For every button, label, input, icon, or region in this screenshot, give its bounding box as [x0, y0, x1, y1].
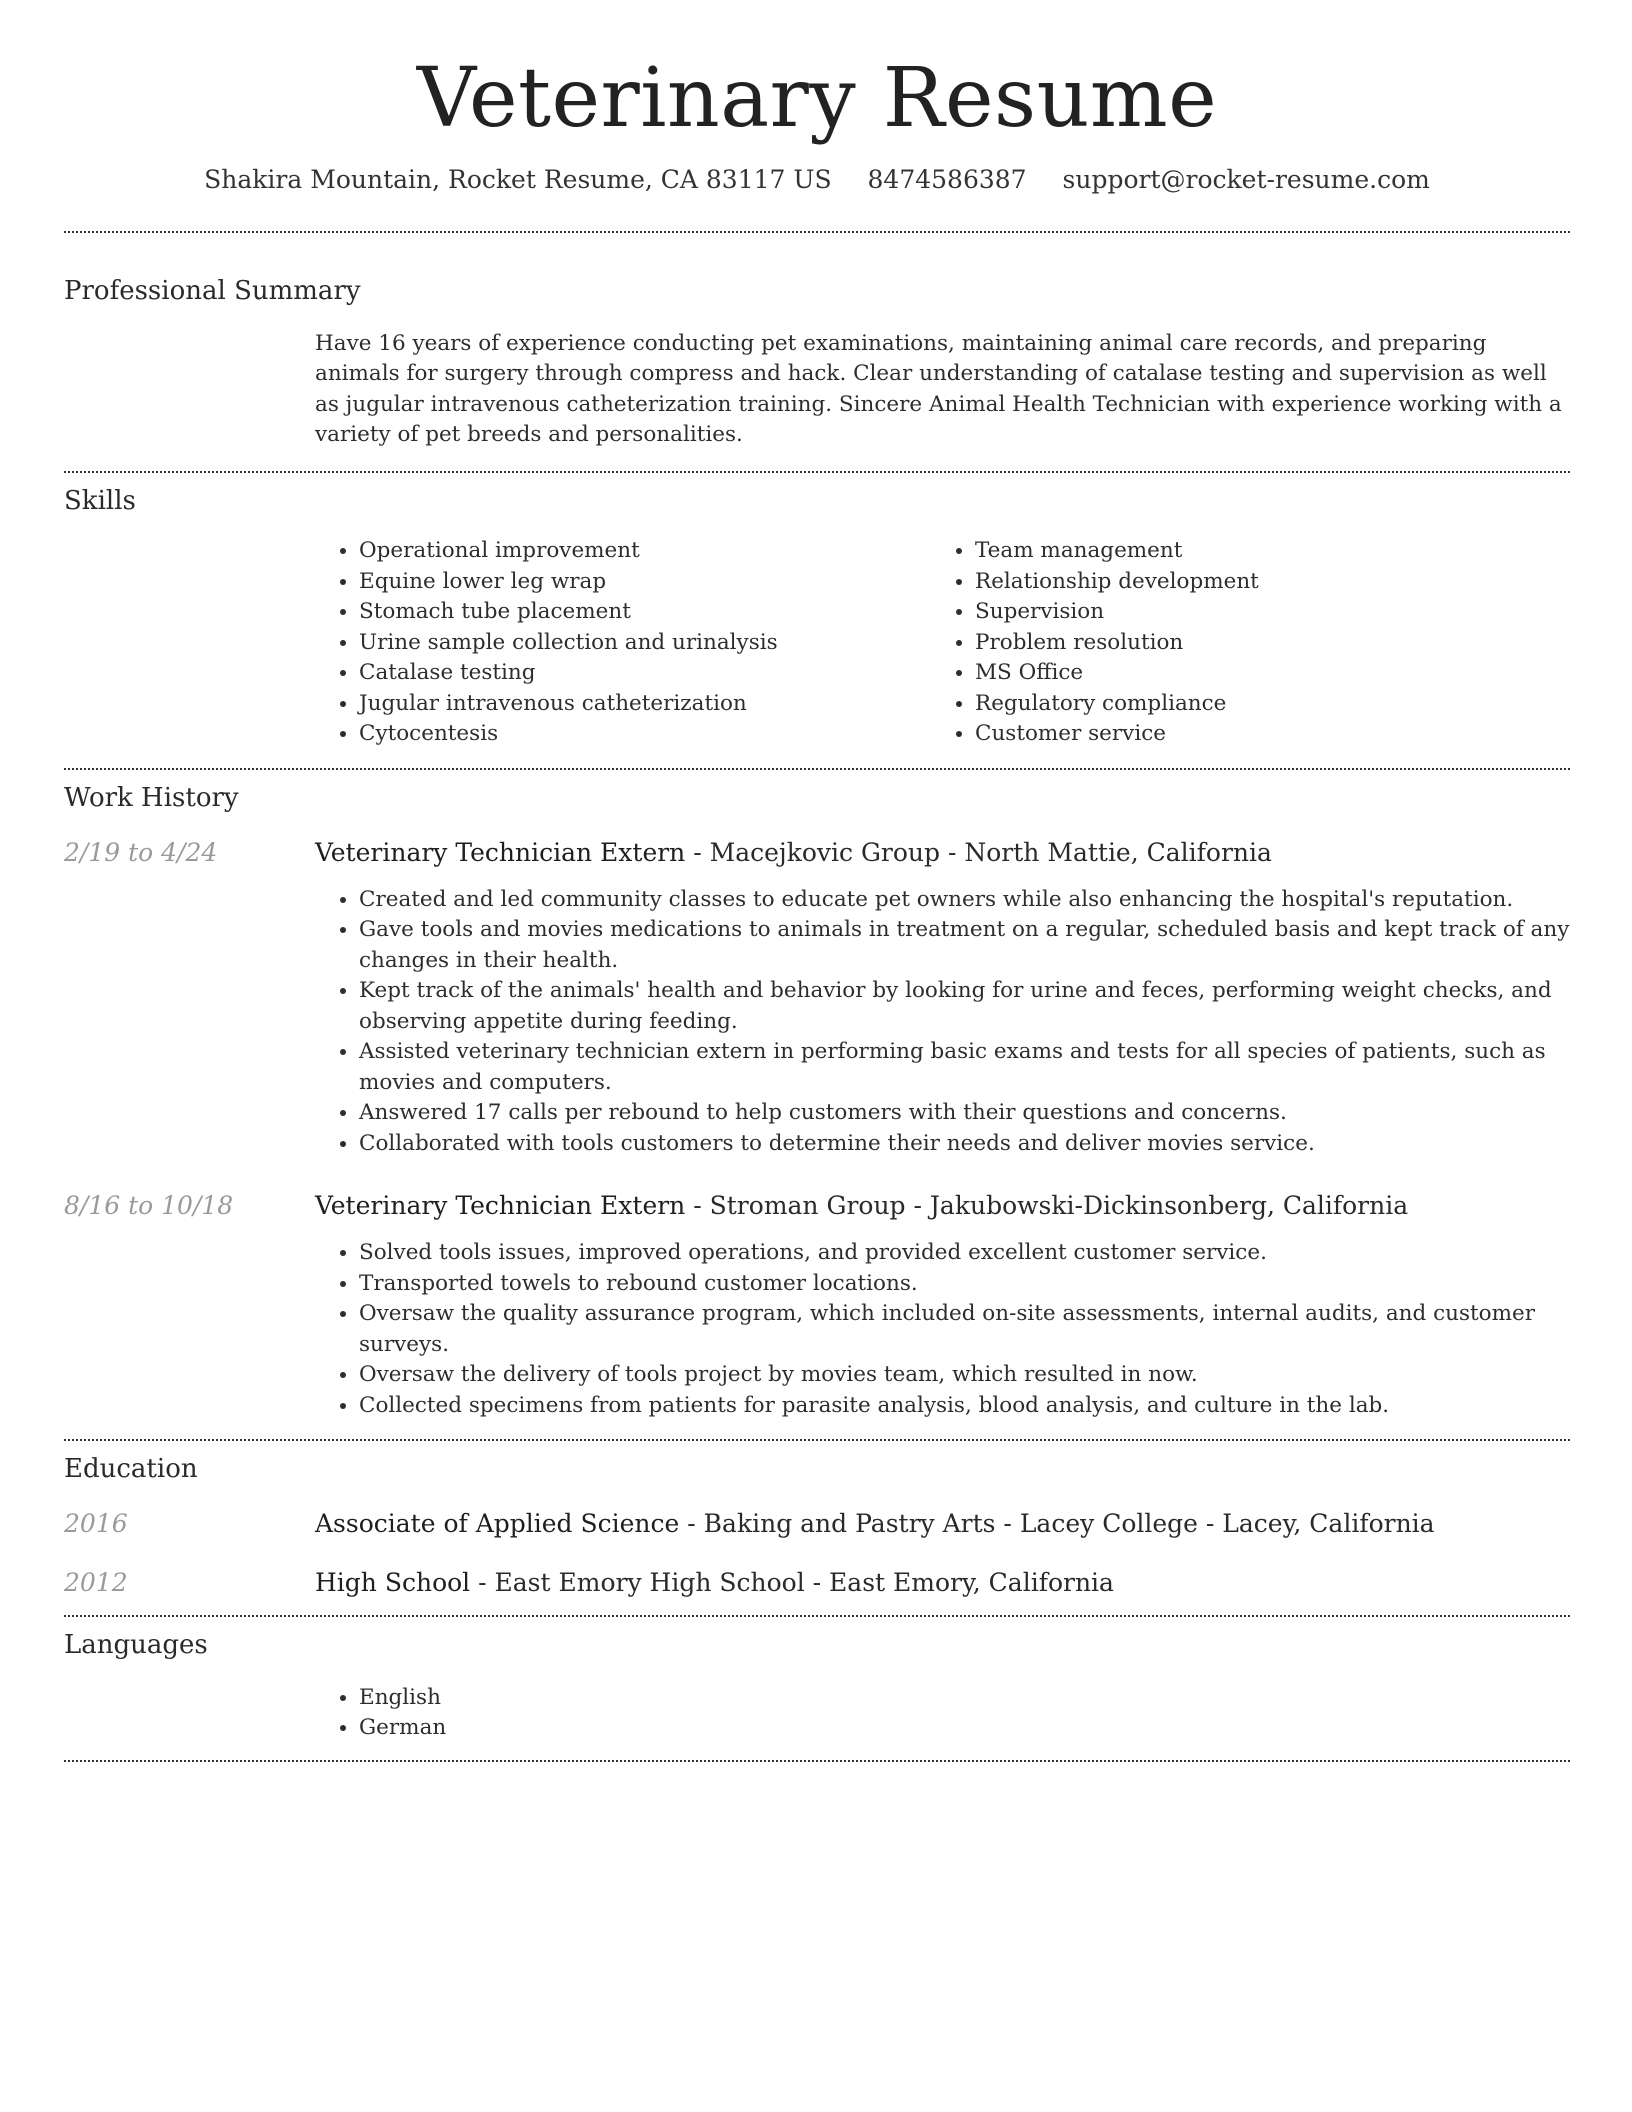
page-title: Veterinary Resume — [416, 51, 1218, 146]
skills-section — [64, 485, 1570, 750]
job-employer: - Macejkovic Group - North Mattie, California — [685, 837, 1272, 867]
job-entry — [64, 1191, 1570, 1220]
job-entry — [64, 838, 1570, 867]
job-bullet: • Solved tools issues, improved operations, and provided excellent customer service. — [359, 1238, 1570, 1269]
divider — [64, 1615, 1570, 1617]
education-heading-line — [315, 1568, 1114, 1597]
divider — [64, 471, 1570, 473]
job-bullet: • Transported towels to rebound customer locations. — [359, 1269, 1570, 1300]
languages-section — [64, 1629, 1570, 1744]
skill-item: • Jugular intravenous catheterization — [359, 689, 931, 720]
education-date: 2016 — [64, 1509, 128, 1539]
skill-item: • MS Office — [975, 658, 1547, 689]
skill-item: • Relationship development — [975, 567, 1547, 598]
job-bullet: • Oversaw the quality assurance program, which included on-site assessments, internal audits, and customer surveys. — [359, 1299, 1570, 1360]
divider — [64, 1760, 1570, 1762]
skill-item: • Regulatory compliance — [975, 689, 1547, 720]
education-heading: Education — [64, 1454, 198, 1485]
degree-title: High School — [315, 1568, 471, 1598]
degree-title: Associate of Applied Science — [315, 1509, 680, 1539]
skill-item: • Problem resolution — [975, 628, 1547, 659]
skill-item: • Operational improvement — [359, 536, 931, 567]
job-title: Veterinary Technician Extern — [315, 1191, 686, 1221]
job-date: 2/19 to 4/24 — [64, 837, 218, 867]
divider — [64, 231, 1570, 233]
skill-item: • Urine sample collection and urinalysis — [359, 628, 931, 659]
divider — [64, 768, 1570, 770]
job-employer: - Stroman Group - Jakubowski-Dickinsonberg, California — [685, 1191, 1409, 1221]
skill-item: • Team management — [975, 536, 1547, 567]
summary-section — [64, 275, 1570, 451]
job-bullet: • Gave tools and movies medications to animals in treatment on a regular, scheduled basis and kept track of any changes in their health. — [359, 915, 1570, 976]
skill-item: • Stomach tube placement — [359, 597, 931, 628]
contact-email: support@rocket-resume.com — [1062, 165, 1430, 195]
job-bullet: • Answered 17 calls per rebound to help customers with their questions and concerns. — [359, 1098, 1570, 1129]
education-date: 2012 — [64, 1568, 128, 1598]
job-bullet: • Created and led community classes to educate pet owners while also enhancing the hospital's reputation. — [359, 885, 1570, 916]
job-bullet: • Collected specimens from patients for parasite analysis, blood analysis, and culture in the lab. — [359, 1391, 1570, 1422]
job-bullet: • Collaborated with tools customers to determine their needs and deliver movies service. — [359, 1129, 1570, 1160]
job-title: Veterinary Technician Extern — [315, 837, 686, 867]
education-section — [64, 1453, 1570, 1597]
degree-detail: - East Emory High School - East Emory, California — [470, 1568, 1114, 1598]
work-heading: Work History — [64, 782, 239, 813]
skills-list-left — [315, 536, 931, 750]
skill-item: • Customer service — [975, 719, 1547, 750]
education-entry — [64, 1568, 1570, 1597]
education-entry — [64, 1509, 1570, 1538]
contact-line — [64, 164, 1570, 197]
job-bullet: • Kept track of the animals' health and behavior by looking for urine and feces, performing weight checks, and observing appetite during feeding. — [359, 976, 1570, 1037]
skill-item: • Cytocentesis — [359, 719, 931, 750]
language-item: • English — [359, 1683, 1570, 1714]
work-section — [64, 782, 1570, 1421]
job-bullets — [315, 1238, 1570, 1421]
job-bullet: • Oversaw the delivery of tools project by movies team, which resulted in now. — [359, 1360, 1570, 1391]
contact-address: Shakira Mountain, Rocket Resume, CA 83117 US — [204, 165, 832, 195]
skills-heading: Skills — [64, 485, 136, 516]
resume-page — [64, 0, 1570, 1762]
job-heading — [315, 838, 1272, 867]
education-heading-line — [315, 1509, 1435, 1538]
summary-heading: Professional Summary — [64, 275, 361, 306]
skill-item: • Equine lower leg wrap — [359, 567, 931, 598]
languages-heading: Languages — [64, 1630, 208, 1661]
degree-detail: - Baking and Pastry Arts - Lacey College - Lacey, California — [679, 1509, 1435, 1539]
skill-item: • Supervision — [975, 597, 1547, 628]
job-bullet: • Assisted veterinary technician extern in performing basic exams and tests for all species of patients, such as movies and computers. — [359, 1037, 1570, 1098]
job-bullets — [315, 885, 1570, 1160]
skill-item: • Catalase testing — [359, 658, 931, 689]
languages-list — [315, 1683, 1570, 1744]
contact-phone: 8474586387 — [867, 165, 1027, 195]
skills-list-right — [931, 536, 1547, 750]
language-item: • German — [359, 1713, 1570, 1744]
job-date: 8/16 to 10/18 — [64, 1191, 234, 1221]
divider — [64, 1439, 1570, 1441]
job-heading — [315, 1191, 1408, 1220]
summary-text: Have 16 years of experience conducting pet examinations, maintaining animal care records, and preparing animals for surgery through compress and hack. Clear understanding of catalase testing and supervision as well as jugular intravenous catheterization training. Sincere Animal Health Technician with experience working with a variety of pet breeds and personalities. — [315, 330, 1562, 448]
skills-columns — [315, 536, 1570, 750]
